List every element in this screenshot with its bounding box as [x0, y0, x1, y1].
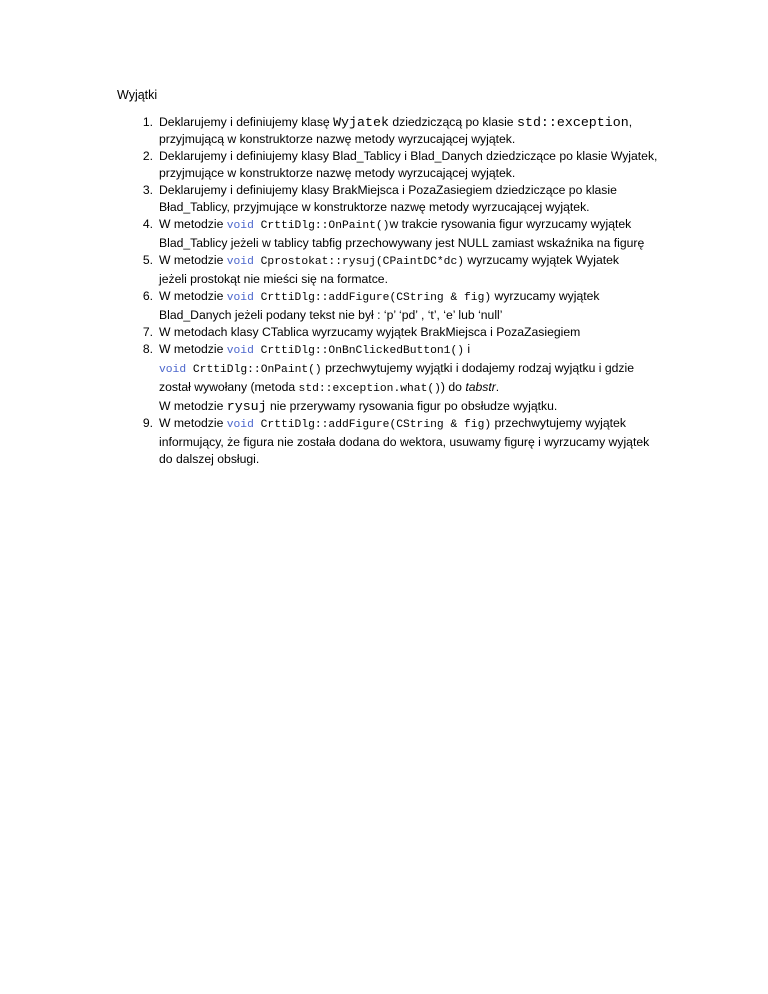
- list-item-line: przyjmującą w konstruktorze nazwę metody wyrzucającej wyjątek.: [159, 132, 516, 146]
- list-item-line: [159, 379, 659, 398]
- list-item-line: [159, 360, 659, 379]
- class-name-code: std::exception: [516, 115, 629, 130]
- list-item-line: informujący, że figura nie została dodana do wektora, usuwamy figurę i wyrzucamy wyjątek: [159, 435, 650, 449]
- text: W metodzie: [159, 399, 227, 413]
- method-code: CrttiDlg::addFigure(CString & fig): [253, 419, 492, 431]
- method-code: Cprostokat::rysuj(CPaintDC*dc): [253, 256, 465, 268]
- keyword-code: void: [159, 364, 187, 376]
- list-item-5: [142, 252, 659, 288]
- list-item-number: 8.: [142, 342, 153, 356]
- list-item-7: [142, 324, 659, 341]
- list-item-line: Bład_Tablicy, przyjmujące w konstruktorze nazwę metody wyrzucającej wyjątek.: [159, 200, 590, 214]
- list-item-8: [142, 341, 659, 415]
- list-item-4: [142, 216, 659, 252]
- list-item-line: jeżeli prostokąt nie mieści się na formatce.: [159, 272, 388, 286]
- keyword-code: void: [226, 256, 254, 268]
- method-code: CrttiDlg::addFigure(CString & fig): [253, 292, 492, 304]
- text: przechwytujemy wyjątki i dodajemy rodzaj wyjątku i gdzie: [321, 361, 634, 375]
- list-item-number: 7.: [142, 325, 153, 339]
- list-item-line: [159, 398, 659, 415]
- method-code: std::exception.what(): [298, 383, 441, 395]
- text: wyrzucamy wyjątek: [491, 289, 600, 303]
- text: W metodzie: [159, 253, 227, 267]
- keyword-code: void: [226, 419, 254, 431]
- text: nie przerywamy rysowania figur po obsłudze wyjątku.: [266, 399, 558, 413]
- text: ,: [628, 115, 633, 129]
- text: przechwytujemy wyjątek: [491, 416, 626, 430]
- list-item-6: [142, 288, 659, 324]
- list-item-line: przyjmujące w konstruktorze nazwę metody wyrzucającej wyjątek.: [159, 166, 516, 180]
- list-item-line: [159, 288, 659, 307]
- method-code: CrttiDlg::OnBnClickedButton1(): [253, 345, 465, 357]
- page-title: Wyjątki: [117, 88, 158, 102]
- list-item-number: 2.: [142, 149, 153, 163]
- list-item-line: Deklarujemy i definiujemy klasy Blad_Tablicy i Blad_Danych dziedziczące po klasie Wyjatek,: [159, 149, 658, 163]
- list-item-2: [142, 148, 659, 182]
- list-item-line: [159, 415, 659, 434]
- list-item-number: 3.: [142, 183, 153, 197]
- method-code: CrttiDlg::OnPaint(): [253, 220, 390, 232]
- task-list: [142, 114, 659, 468]
- list-item-number: 4.: [142, 217, 153, 231]
- text: wyrzucamy wyjątek Wyjatek: [464, 253, 620, 267]
- list-item-number: 9.: [142, 416, 153, 430]
- text: i: [464, 342, 471, 356]
- keyword-code: void: [226, 292, 254, 304]
- text: .: [495, 380, 500, 394]
- text: W metodzie: [159, 342, 227, 356]
- list-item-line: do dalszej obsługi.: [159, 452, 260, 466]
- list-item-9: [142, 415, 659, 468]
- variable-name: tabstr: [465, 380, 496, 394]
- text: ) do: [440, 380, 466, 394]
- list-item-number: 5.: [142, 253, 153, 267]
- method-code: rysuj: [226, 399, 267, 414]
- list-item-3: [142, 182, 659, 216]
- list-item-number: 6.: [142, 289, 153, 303]
- method-code: CrttiDlg::OnPaint(): [186, 364, 322, 376]
- class-name-code: Wyjatek: [333, 115, 389, 130]
- list-item-line: W metodach klasy CTablica wyrzucamy wyjątek BrakMiejsca i PozaZasiegiem: [159, 325, 581, 339]
- list-item-line: [159, 216, 659, 235]
- list-item-line: [159, 252, 659, 271]
- text: został wywołany (metoda: [159, 380, 299, 394]
- text: W metodzie: [159, 416, 227, 430]
- text: W metodzie: [159, 217, 227, 231]
- list-item-line: [159, 341, 659, 360]
- list-item-line: Blad_Tablicy jeżeli w tablicy tabfig przechowywany jest NULL zamiast wskaźnika na figurę: [159, 236, 645, 250]
- text: w trakcie rysowania figur wyrzucamy wyjątek: [389, 217, 632, 231]
- keyword-code: void: [226, 220, 254, 232]
- text: Deklarujemy i definiujemy klasę: [159, 115, 334, 129]
- list-item-line: Blad_Danych jeżeli podany tekst nie był : ‘p’ ‘pd’ , ‘t’, ‘e’ lub ‘null’: [159, 308, 503, 322]
- text: dziedziczącą po klasie: [388, 115, 517, 129]
- list-item-number: 1.: [142, 115, 153, 129]
- keyword-code: void: [226, 345, 254, 357]
- text: W metodzie: [159, 289, 227, 303]
- list-item-line: [159, 114, 659, 131]
- list-item-line: Deklarujemy i definiujemy klasy BrakMiejsca i PozaZasiegiem dziedziczące po klasie: [159, 183, 617, 197]
- list-item-1: [142, 114, 659, 148]
